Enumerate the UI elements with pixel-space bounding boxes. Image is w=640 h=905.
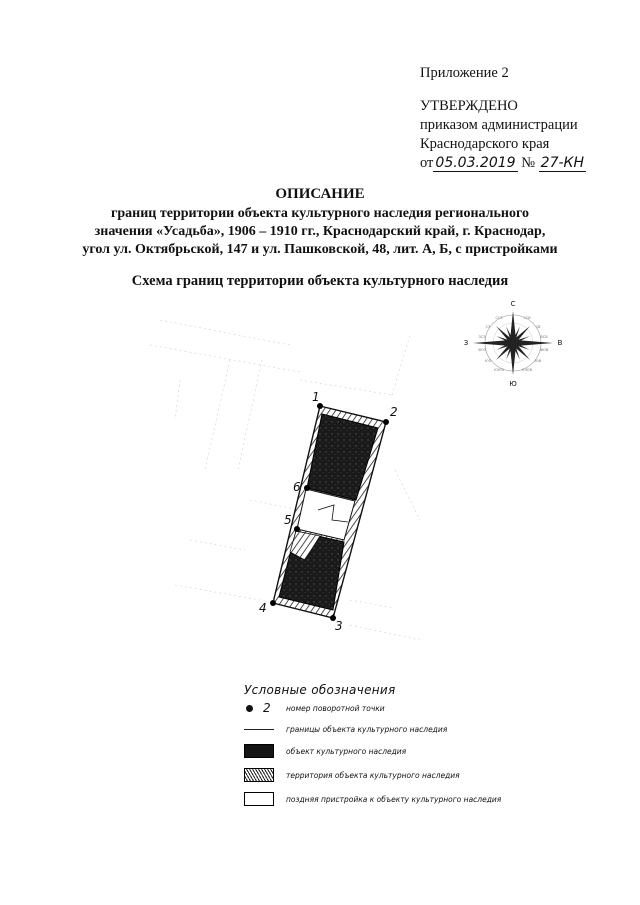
subtitle-line-3: угол ул. Октябрьской, 147 и ул. Пашковской, 48, лит. А, Б, с пристройками bbox=[82, 242, 558, 257]
subtitle-line-1: границ территории объекта культурного наследия регионального bbox=[111, 206, 529, 221]
point-6-marker bbox=[304, 485, 310, 491]
svg-text:ЮЮЗ: ЮЮЗ bbox=[494, 368, 504, 372]
approved-by-line1: приказом администрации bbox=[420, 117, 578, 133]
legend-territory-symbol bbox=[244, 768, 274, 782]
svg-text:ВЮВ: ВЮВ bbox=[539, 348, 549, 352]
point-2-marker bbox=[383, 419, 389, 425]
svg-text:ВСВ: ВСВ bbox=[540, 335, 548, 339]
point-5-marker bbox=[294, 526, 300, 532]
legend-item-boundary bbox=[244, 720, 447, 738]
legend-item-object bbox=[244, 742, 406, 760]
legend-point-symbol bbox=[244, 701, 274, 715]
legend-label-point: номер поворотной точки bbox=[286, 703, 385, 713]
svg-text:СВ: СВ bbox=[535, 325, 541, 329]
legend-item-territory bbox=[244, 766, 460, 784]
compass-north: С bbox=[510, 300, 516, 308]
date-prefix: от bbox=[420, 155, 434, 171]
legend-label-boundary: границы объекта культурного наследия bbox=[286, 724, 448, 734]
approval-number: 27-КН bbox=[540, 155, 585, 171]
point-5-label: 5 bbox=[284, 513, 292, 527]
approved-label: УТВЕРЖДЕНО bbox=[420, 98, 518, 114]
svg-text:ЮЗ: ЮЗ bbox=[484, 359, 492, 363]
svg-text:ЮВ: ЮВ bbox=[534, 359, 542, 363]
svg-text:ЮЮВ: ЮЮВ bbox=[522, 368, 532, 372]
svg-text:ЗЮЗ: ЗЮЗ bbox=[477, 348, 487, 352]
compass-east: В bbox=[557, 339, 563, 347]
point-2-label: 2 bbox=[390, 405, 398, 419]
legend-boundary-symbol bbox=[244, 722, 274, 730]
point-4-marker bbox=[270, 600, 276, 606]
approval-date: 05.03.2019 bbox=[435, 155, 516, 171]
legend-title: Условные обозначения bbox=[244, 683, 396, 697]
svg-text:ССЗ: ССЗ bbox=[495, 316, 503, 320]
compass-west: З bbox=[463, 339, 469, 347]
legend-label-annex: поздняя пристройка к объекту культурного наследия bbox=[286, 794, 502, 804]
appendix-label: Приложение 2 bbox=[420, 65, 509, 81]
document-title: ОПИСАНИЕ bbox=[275, 186, 365, 202]
svg-text:СЗ: СЗ bbox=[485, 325, 491, 329]
legend-item-annex bbox=[244, 790, 501, 808]
svg-text:ССВ: ССВ bbox=[523, 316, 531, 320]
point-3-label: 3 bbox=[335, 619, 343, 633]
legend-label-object: объект культурного наследия bbox=[286, 746, 407, 756]
scheme-title: Схема границ территории объекта культурного наследия bbox=[131, 273, 509, 289]
point-1-label: 1 bbox=[312, 390, 320, 404]
legend-item-point bbox=[244, 699, 385, 717]
approved-by-line2: Краснодарского края bbox=[420, 136, 550, 152]
legend-annex-symbol bbox=[244, 792, 274, 806]
legend-label-territory: территория объекта культурного наследия bbox=[286, 770, 460, 780]
compass-rose-icon bbox=[464, 300, 563, 388]
svg-text:ЗСЗ: ЗСЗ bbox=[478, 335, 486, 339]
legend-point-number: 2 bbox=[263, 701, 271, 715]
legend-object-symbol bbox=[244, 744, 274, 758]
subtitle-line-2: значения «Усадьба», 1906 – 1910 гг., Краснодарский край, г. Краснодар, bbox=[94, 224, 546, 239]
number-prefix: № bbox=[521, 155, 536, 171]
point-6-label: 6 bbox=[293, 480, 301, 494]
compass-south: Ю bbox=[509, 380, 517, 388]
point-4-label: 4 bbox=[259, 601, 267, 615]
